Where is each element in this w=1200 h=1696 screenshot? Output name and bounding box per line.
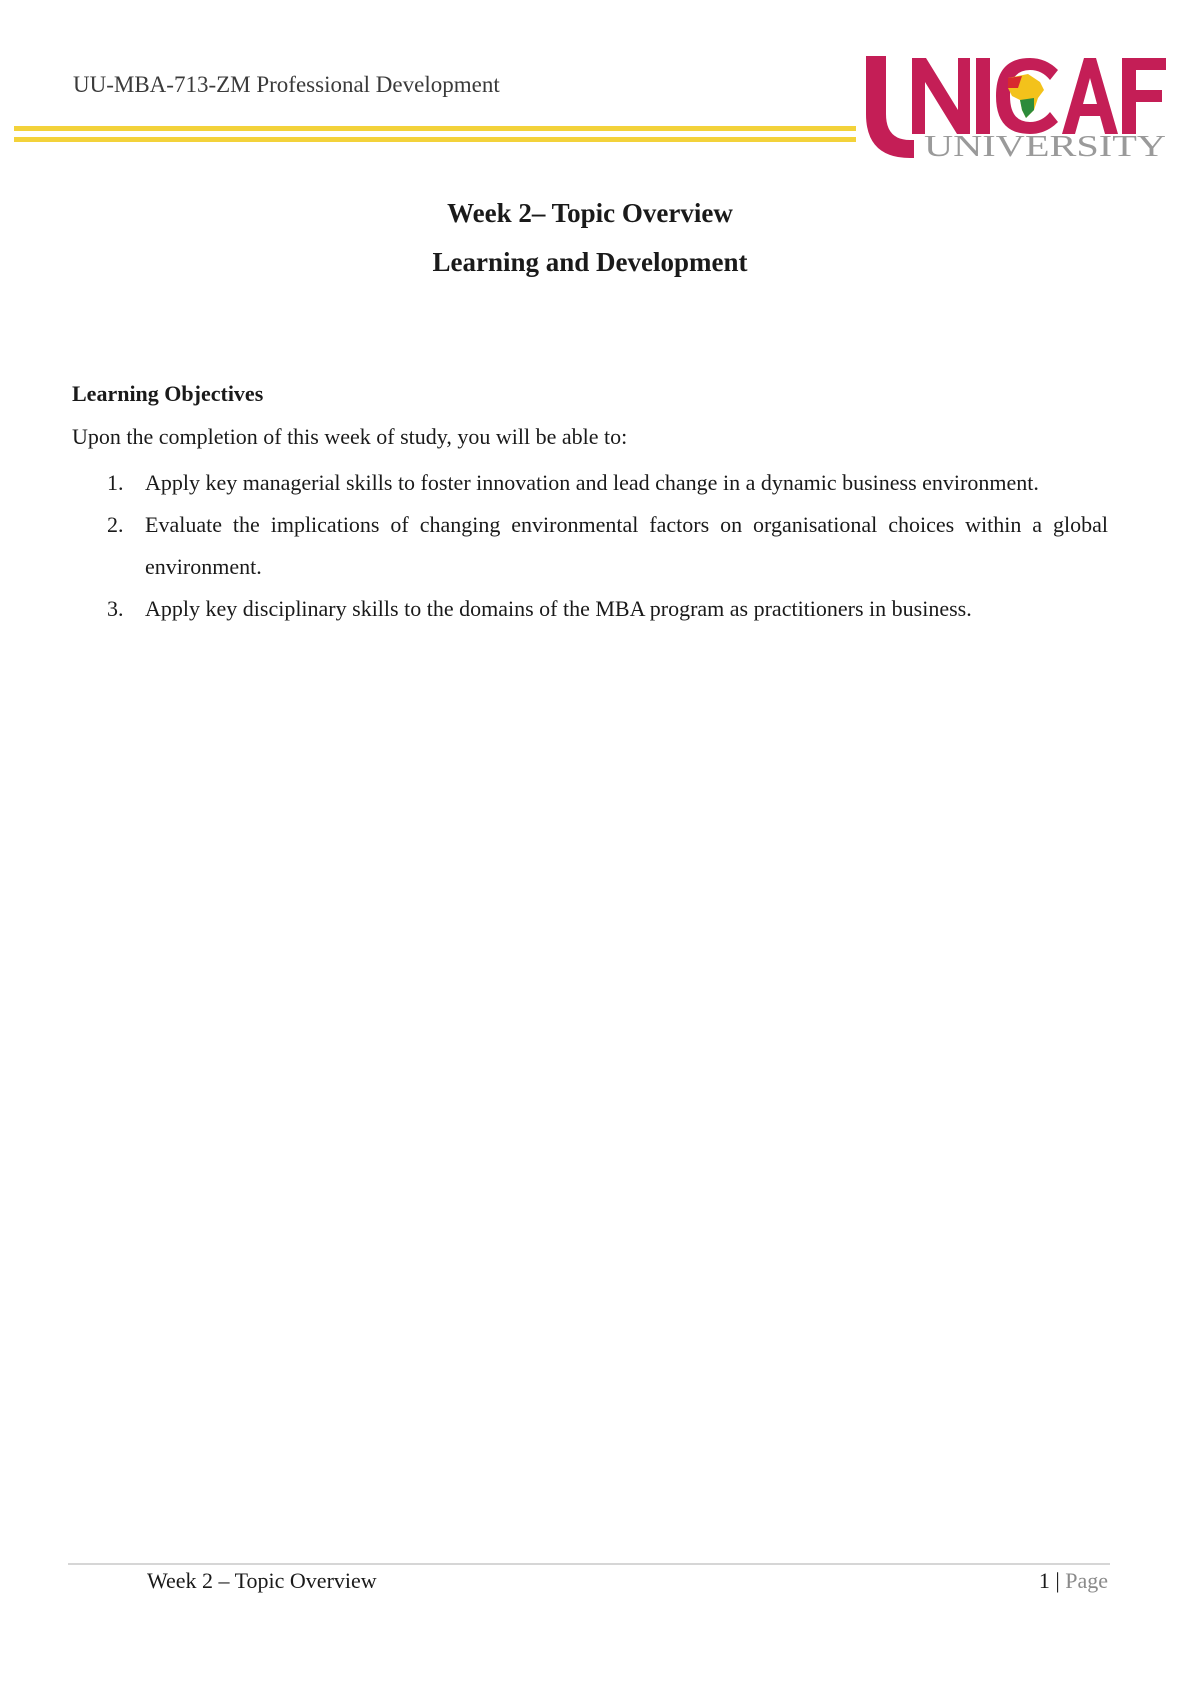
list-item-text: Evaluate the implications of changing environmental factors on organisational choices within a global environment. — [145, 512, 1108, 579]
unicaf-university-logo — [862, 52, 1172, 162]
footer-rule — [68, 1563, 1110, 1565]
document-title: Week 2– Topic Overview — [447, 198, 733, 228]
list-item — [72, 462, 1108, 504]
list-item-number: 2. — [107, 512, 124, 537]
header-rule-top — [14, 126, 856, 131]
header-rule-bottom — [14, 137, 856, 142]
logo-af-letters — [1062, 58, 1166, 134]
list-item-number: 1. — [107, 470, 124, 495]
objectives-intro: Upon the completion of this week of study, you will be able to: — [72, 424, 628, 449]
list-item — [72, 504, 1108, 588]
logo-u-shape — [866, 56, 914, 158]
list-item-number: 3. — [107, 596, 124, 621]
learning-objectives-heading: Learning Objectives — [72, 381, 264, 406]
objectives-list — [72, 462, 1108, 630]
africa-map-icon — [1008, 74, 1044, 118]
page-label: Page — [1065, 1568, 1108, 1593]
footer-title: Week 2 – Topic Overview — [147, 1568, 377, 1593]
page-separator: | — [1055, 1568, 1060, 1593]
list-item-text: Apply key managerial skills to foster innovation and lead change in a dynamic business environment. — [145, 470, 1039, 495]
header-course-title: UU-MBA-713-ZM Professional Development — [73, 72, 500, 97]
page-number-value: 1 — [1038, 1568, 1050, 1593]
document-subtitle: Learning and Development — [432, 247, 748, 277]
page-number — [1039, 1568, 1108, 1594]
list-item — [72, 588, 1108, 630]
list-item-text: Apply key disciplinary skills to the domains of the MBA program as practitioners in business. — [145, 596, 972, 621]
logo-university-text: UNIVERSITY — [924, 128, 1166, 162]
